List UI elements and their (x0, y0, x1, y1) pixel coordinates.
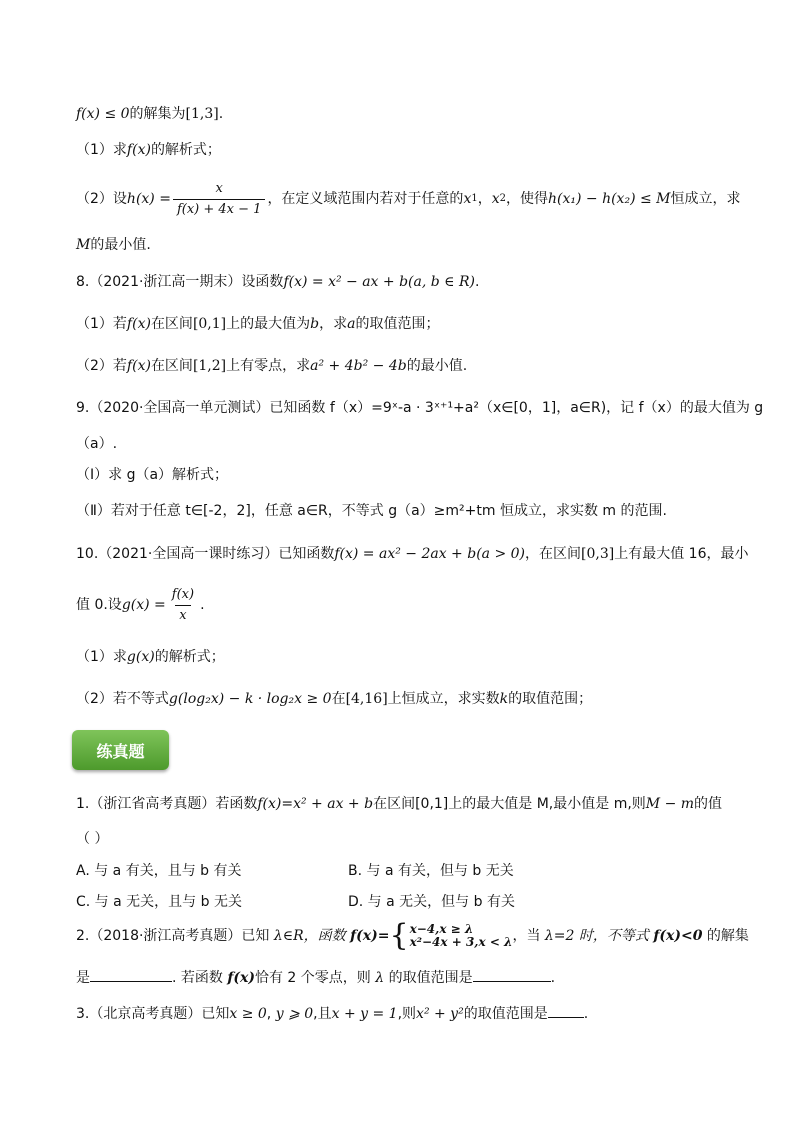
exam-question-3: 3.（北京高考真题）已知x ≥ 0, y ⩾ 0,且x + y = 1,则x² + y²的取值范围是 . (76, 1003, 734, 1023)
question-8: 8.（2021·浙江高一期末）设函数f(x) = x² − ax + b(a, b ∈ R). (76, 274, 480, 290)
fraction: $\frac{f(x)}{x}$ (171, 586, 195, 623)
answer-blank[interactable] (473, 967, 551, 982)
question-10-part-2: （2）若不等式g(log₂x) − k · log₂x ≥ 0在[4,16]上恒成立，求实数k的取值范围； (76, 691, 593, 707)
question-9-part-1: （Ⅰ）求 g（a）解析式； (76, 467, 229, 483)
exam-question-2-cont: 是 . 若函数 f(x)恰有 2 个零点，则 λ 的取值范围是 . (76, 967, 734, 987)
option-a[interactable]: A. 与 a 有关，且与 b 有关 (76, 863, 242, 879)
fraction: $\frac{x}{f(x) + 4x - 1}$ (173, 180, 265, 219)
question-9: 9.（2020·全国高一单元测试）已知函数 f（x）=9ˣ-a · 3ˣ⁺¹+a²（x∈[0，1]，a∈R)，记 f（x）的最大值为 g (76, 400, 764, 416)
question-10: 10.（2021·全国高一课时练习）已知函数f(x) = ax² − 2ax + b(a > 0)，在区间[0,3]上有最大值 16，最小 (76, 546, 749, 562)
question-8-part-2: （2）若f(x)在区间[1,2]上有零点，求a² + 4b² − 4b的最小值. (76, 358, 468, 374)
question-1-part-2-cont: M的最小值. (76, 237, 151, 253)
question-10-cont: 值 0.设 g(x) = $\frac{f(x)}{x}$ . (76, 586, 205, 623)
exam-question-1: 1.（浙江省高考真题）若函数f(x)=x² + ax + b在区间[0,1]上的最大值是 M,最小值是 m,则M − m的值 (76, 796, 723, 812)
condition-line: f(x) ≤ 0的解集为[1,3]. (76, 106, 224, 122)
question-1-part-1: （1）求f(x)的解析式； (76, 142, 221, 158)
question-9-cont: （a）. (76, 436, 118, 452)
option-d[interactable]: D. 与 a 无关，但与 b 有关 (348, 894, 515, 910)
question-1-part-2: （2）设 h(x) = $\frac{x}{f(x) + 4x - 1}$ ，在定义域范围内若对于任意的 x 1 ， x 2 ，使得 h(x₁) − h(x₂) ≤ M 恒成立，求 (76, 180, 741, 217)
section-badge: 练真题 (72, 730, 169, 770)
answer-blank[interactable] (548, 1003, 584, 1018)
option-b[interactable]: B. 与 a 有关，但与 b 无关 (348, 863, 514, 879)
exam-question-2: 2.（2018·浙江高考真题）已知 λ∈R，函数 f(x)= { x−4,x ≥ λ x²−4x + 3,x < λ ，当 λ=2 时，不等式 f(x)<0 的解集 (76, 918, 749, 953)
option-c[interactable]: C. 与 a 无关，且与 b 无关 (76, 894, 242, 910)
answer-paren: （ ） (76, 831, 109, 847)
inequality: f(x) ≤ 0 (76, 106, 130, 122)
question-10-part-1: （1）求g(x)的解析式； (76, 649, 225, 665)
question-8-part-1: （1）若f(x)在区间[0,1]上的最大值为b，求a的取值范围； (76, 316, 440, 332)
piecewise-function: { x−4,x ≥ λ x²−4x + 3,x < λ (389, 918, 513, 953)
question-9-part-2: （Ⅱ）若对于任意 t∈[-2，2]，任意 a∈R，不等式 g（a）≥m²+tm 恒成立，求实数 m 的范围. (76, 503, 667, 519)
answer-blank[interactable] (90, 967, 172, 982)
